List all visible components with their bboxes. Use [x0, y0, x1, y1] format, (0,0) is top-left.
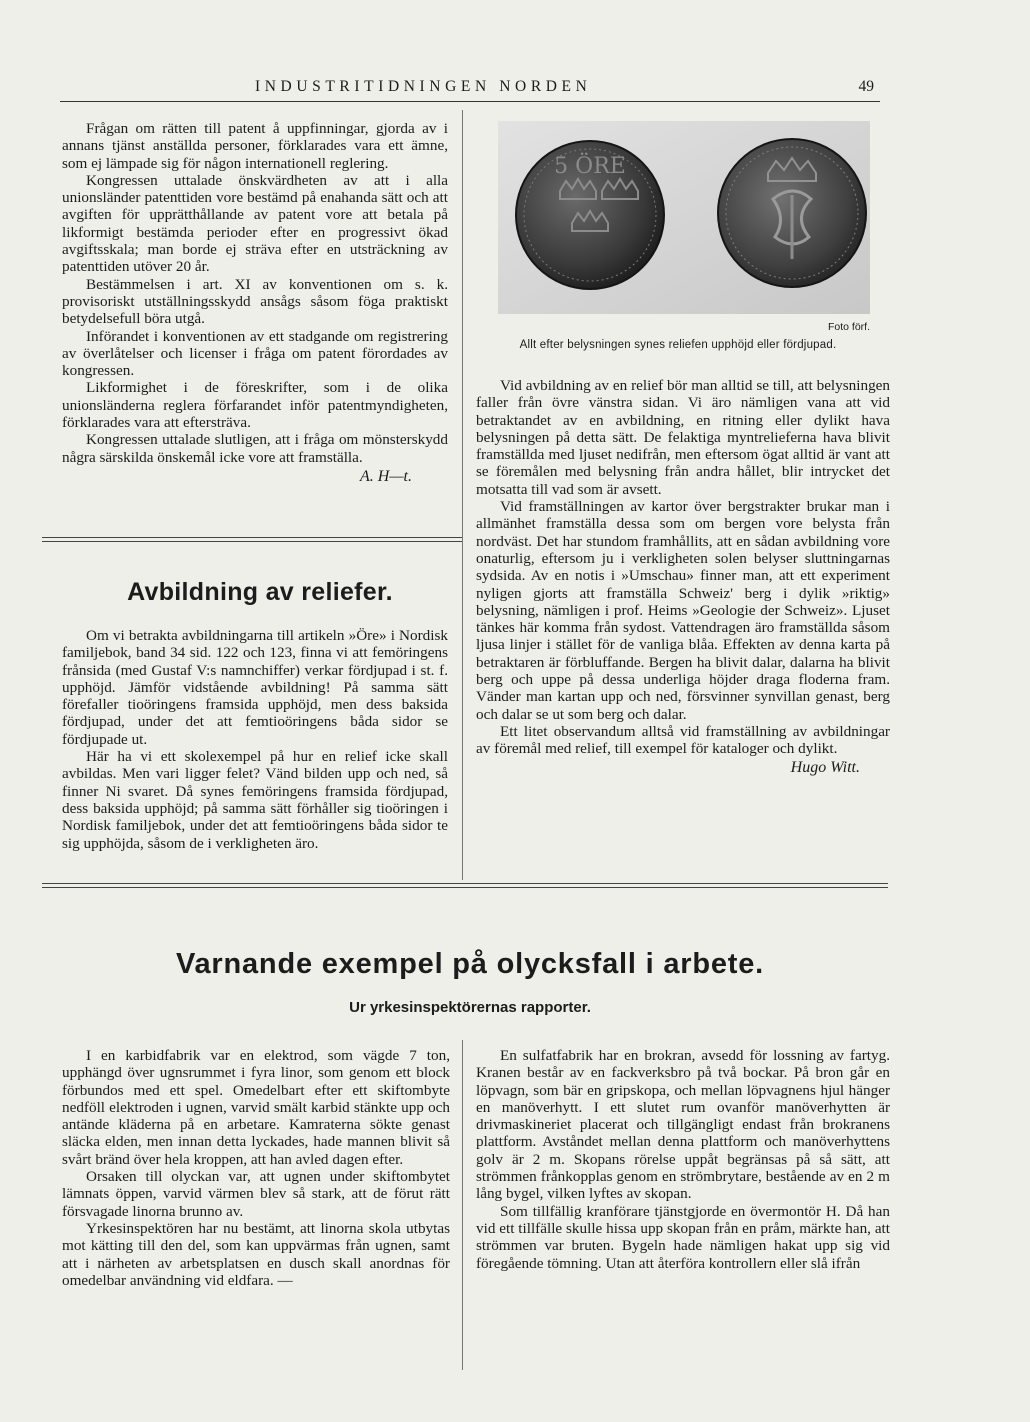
congress-paragraph: Kongressen uttalade önskvärdheten av att i alla unionsländer patenttiden vore bestämd på enahanda sätt och att avgiften för upprätthållande av patent vore att betala på likformigt bestämda perioder efter en progressivt ökad avgiftsskala; man borde ej sträva efter en utsträckning av patenttiden utöver 20 år. [62, 171, 448, 276]
relief-heading: Avbildning av reliefer. [127, 578, 393, 606]
coin-front-value: 5 ÖRE [554, 154, 626, 179]
coin-front [516, 141, 664, 289]
congress-article [62, 120, 448, 486]
relief-paragraph: Här ha vi ett skolexempel på hur en relief icke skall avbildas. Men vari ligger felet? Vänd bilden upp och ned, så finner Ni svaret. Då synes femöringens framsida fördjupad, dess baksida upphöjd; på samma sätt förhåller sig tioöringen i Nordisk familjebok, under det att femtioöringens båda sidor te sig upphöjda, såsom de i verkligheten äro. [62, 748, 448, 852]
photo-credit: Foto förf. [827, 321, 870, 333]
congress-signature: A. H—t. [360, 467, 412, 485]
accidents-paragraph: I en karbidfabrik var en elektrod, som vägde 7 ton, upphängd över ugnsrummet i fyra linor, som genom ett block förbundos med ett spel. Omedelbart efter ett skiftombyte nedföll elektroden i ugnen, varvid smält karbid stänkte upp och antände kläderna på en arbetare. Kamraterna sökte genast släcka elden, men innan detta lyckades, hade mannen blivit så svårt bränd över hela kroppen, att han avled dagen efter. [62, 1047, 450, 1168]
congress-paragraph: Kongressen uttalade slutligen, att i fråga om mönsterskydd några särskilda önskemål icke vore att framställa. [62, 431, 448, 466]
congress-paragraph: Bestämmelsen i art. XI av konventionen om s. k. provisoriskt utställningsskydd ansågs såsom föga praktiskt betydelsefull böra utgå. [62, 275, 448, 328]
column-divider [462, 110, 463, 880]
accidents-paragraph: Yrkesinspektören har nu bestämt, att linorna skola utbytas mot kätting till den del, som kan uppvärmas från ugnen, samt att i närheten av arbetsplatsen en dusch skall anordnas för omedelbar användning vid eldfara. — [62, 1219, 450, 1289]
photo-caption: Allt efter belysningen synes reliefen upphöjd eller fördjupad. [519, 339, 837, 351]
column-divider [462, 1040, 463, 1370]
accidents-subheading: Ur yrkesinspektörernas rapporter. [349, 999, 591, 1016]
relief-paragraph: Vid avbildning av en relief bör man alltid se till, att belysningen faller från övre vänstra sidan. Vi äro nämligen vana att vid betraktandet av en avbildning, en ritning eller dylikt hava belysningen på detta sätt. De felaktiga myntrelieferna hava blivit framställda med ljuset nedifrån, men eftersom ögat alltid är vant att se föremålen med belysning från andra hållet, blir intrycket det motsatta till vad som är avsett. [476, 377, 890, 498]
congress-paragraph: Införandet i konventionen av ett stadgande om registrering av överlåtelser och licenser i fråga om patent förordades av kongressen. [62, 327, 448, 380]
accidents-paragraph: Orsaken till olyckan var, att ugnen under skiftombytet lämnats öppen, varvid värmen blev så stark, att de förut rätt försvagade linorna brunno av. [62, 1168, 450, 1220]
page-number: 49 [858, 78, 874, 95]
header-rule [60, 101, 880, 102]
accidents-left-column [62, 1047, 450, 1289]
congress-paragraph: Likformighet i de föreskrifter, som i de olika unionsländerna reglera förfarandet inför patentmyndigheten, förklarades vara att eftersträva. [62, 379, 448, 432]
relief-paragraph: Om vi betrakta avbildningarna till artikeln »Öre» i Nordisk familjebok, band 34 sid. 122 och 123, finna vi att femöringens frånsida (med Gustaf V:s namnchiffer) verkar fördjupad i st. f. upphöjd. Jämför vidstående avbildning! På samma sätt förefaller tioöringens framsida upphöjd, men dess baksida fördjupad, under det att femtioöringens båda sidor se fördjupade ut. [62, 627, 448, 748]
coin-back [718, 139, 866, 287]
accidents-right-column [476, 1047, 890, 1272]
relief-left-column [62, 627, 448, 852]
relief-right-column [476, 377, 890, 777]
coin-photo-svg [498, 121, 870, 314]
relief-paragraph: Ett litet observandum alltså vid framställning av avbildningar av föremål med relief, till exempel för kataloger och dylikt. [476, 722, 890, 758]
relief-signature: Hugo Witt. [790, 758, 860, 776]
running-title: INDUSTRITIDNINGEN NORDEN [255, 78, 592, 95]
accidents-paragraph: En sulfatfabrik har en brokran, avsedd för lossning av fartyg. Kranen består av en fackverksbro på två bockar. På bron går en löpvagn, som bär en gripskopa, och mellan löpvagnens hjul hänger en manöverhytt. I ett slutet rum ovanför manöverhytten är drivmaskineriet placerat och tillgängligt endast från brokranens plattform. Avståndet mellan denna plattform och manöverhyttens golv är 2 m. Skopans rörelse uppåt begränsas på så sätt, att strömmen frånkopplas genom en strömbrytare, bestående av en 2 m lång bygel, vilken lyftes av skopan. [476, 1047, 890, 1203]
coin-photograph [498, 121, 870, 314]
congress-paragraph: Frågan om rätten till patent å uppfinningar, gjorda av i annans tjänst anställda personer, förklarades vara ett ämne, som ej lämpade sig för någon internationell reglering. [62, 120, 448, 172]
page-header [60, 78, 880, 100]
article-separator [42, 537, 462, 542]
section-separator [42, 883, 888, 888]
relief-paragraph: Vid framställningen av kartor över bergstrakter brukar man i allmänhet framställa dessa som om bergen vore belysta från nordväst. Det har stundom framhållits, att en sådan avbildning vore onaturlig, eftersom ju i verkligheten solen belyser sluttningarnas sydsida. Av en notis i »Umschau» finner man, att ett experiment nyligen gjorts att framställa Schweiz' berg i dylik »riktig» belysning, nämligen i prof. Heims »Geologie der Schweiz». Ljuset tänkes här komma från sydost. Vattendragen äro framställda såsom ljusa linjer i stället för de vanliga blåa. Effekten av denna karta på betraktaren är förbluffande. Bergen ha blivit dalar, dalarna ha blivit berg och uppe på dessa underliga höjder draga floderna fram. Vänder man kartan upp och ned, försvinner synvillan genast, berg och dalar se ut som berg och dalar. [476, 498, 890, 723]
accidents-paragraph: Som tillfällig kranförare tjänstgjorde en övermontör H. Då han vid ett tillfälle skulle hissa upp skopan från en pråm, märkte han, att strömmen var bruten. Bygeln hade nämligen hakat upp sig vid föregående tömning. Utan att återföra kontrollern eller slå ifrån [476, 1202, 890, 1272]
accidents-heading: Varnande exempel på olycksfall i arbete. [175, 948, 765, 980]
